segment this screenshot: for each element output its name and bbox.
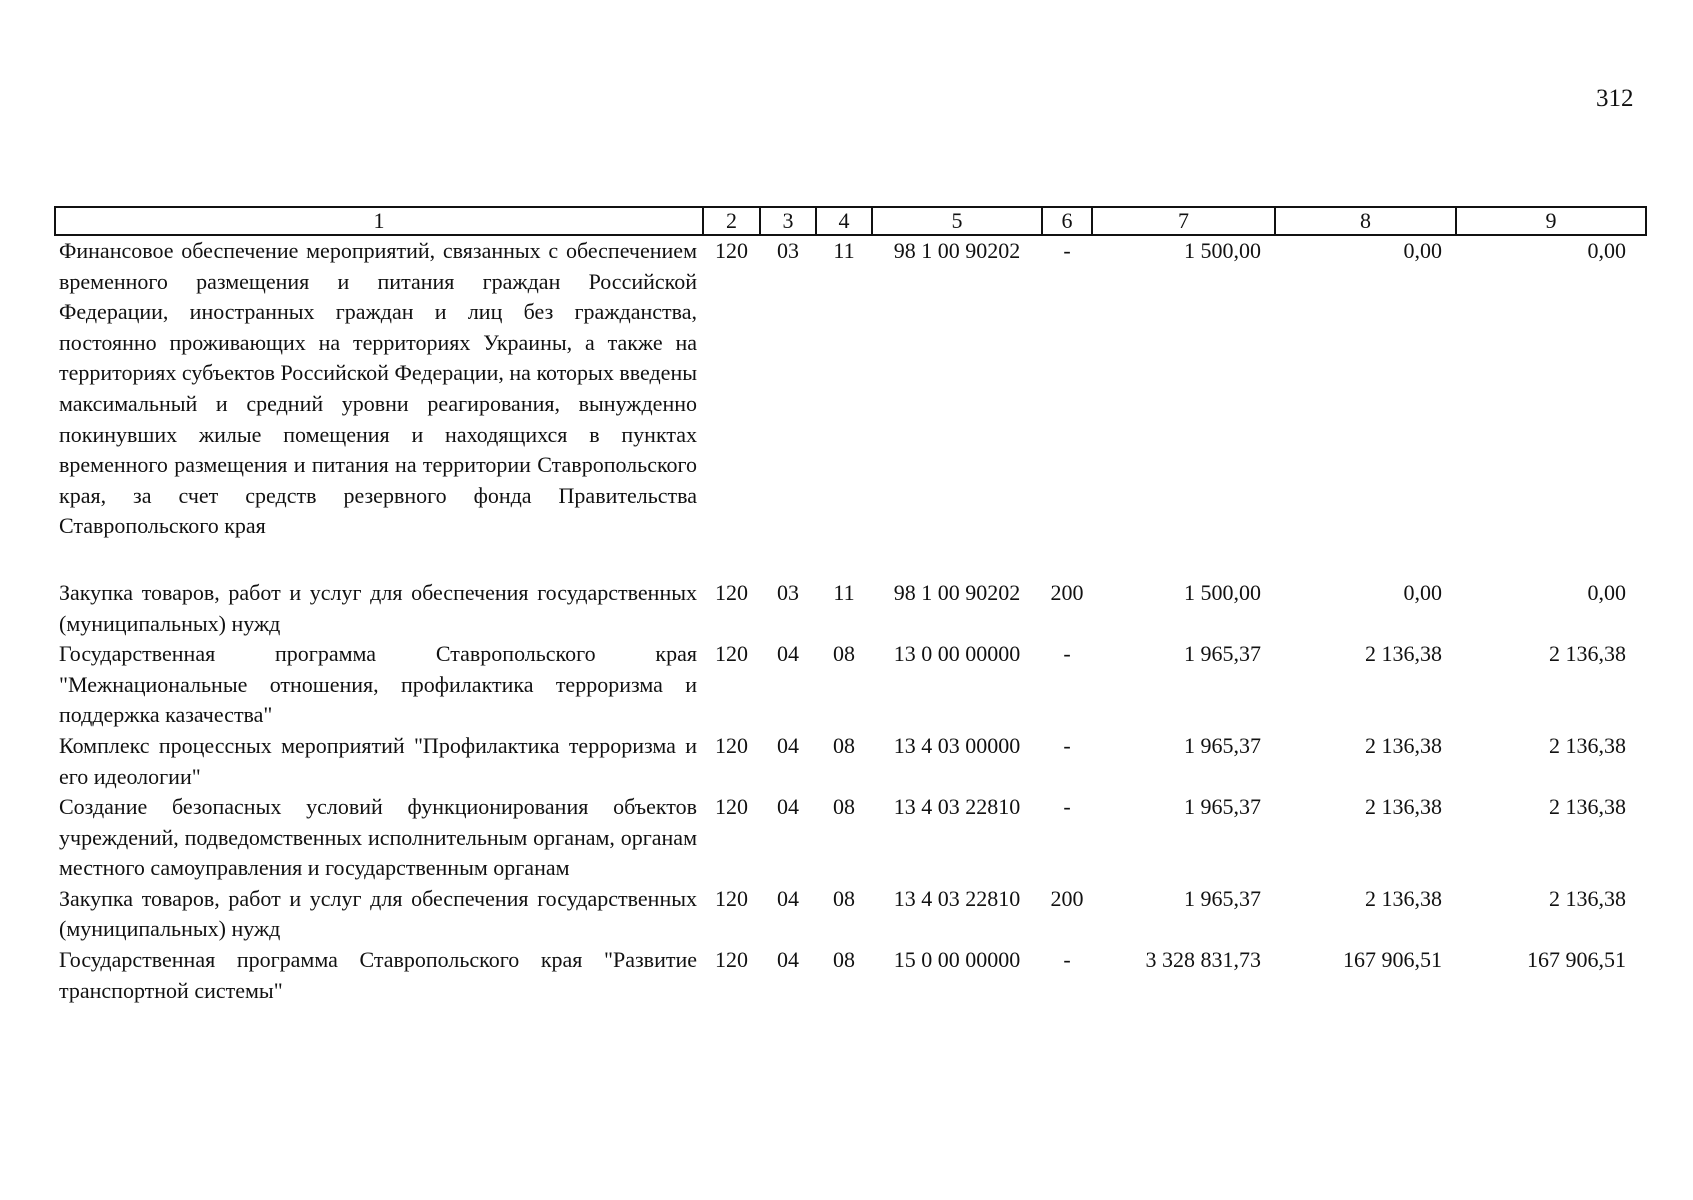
row-target-article: 13 0 00 00000 <box>893 641 1021 667</box>
row-amount-col7: 1 965,37 <box>1184 885 1261 911</box>
row-expense-type: - <box>1063 732 1071 758</box>
table-row <box>55 578 1646 639</box>
row-amount-col7: 3 328 831,73 <box>1145 947 1261 973</box>
page-number: 312 <box>1596 85 1634 112</box>
row-ministry-code: 120 <box>715 238 748 263</box>
row-target-article: 13 4 03 00000 <box>893 732 1021 758</box>
row-target-article: 98 1 00 90202 <box>893 579 1021 605</box>
row-amount-col9: 2 136,38 <box>1549 732 1626 758</box>
row-subsection-code: 08 <box>833 732 855 758</box>
row-amount-col9: 167 906,51 <box>1527 947 1626 973</box>
row-ministry-code: 120 <box>715 579 748 605</box>
row-ministry-code: 120 <box>715 885 748 911</box>
row-expense-type: - <box>1063 641 1071 667</box>
row-amount-col9: 2 136,38 <box>1549 885 1626 911</box>
row-amount-col9: 0,00 <box>1587 238 1626 263</box>
row-expense-type: - <box>1063 238 1071 263</box>
table-row <box>55 731 1646 792</box>
row-amount-col9: 2 136,38 <box>1549 641 1626 667</box>
column-header: 2 <box>703 207 760 235</box>
row-ministry-code: 120 <box>715 732 748 758</box>
row-description: Финансовое обеспечение мероприятий, связанных с обеспечением временного размещения и питания граждан Российской Федерации, иностранных граждан и лиц без гражданства, постоянно проживающих на территориях Украины, а также на территориях субъектов Российской Федерации, на которых введены максимальный и средний уровни реагирования, вынужденно покинувших жилые помещения и находящихся в пунктах временного размещения и питания на территории Ставропольского края, за счет средств резервного фонда Правительства Ставропольского края <box>59 238 697 539</box>
table-row <box>55 884 1646 945</box>
row-expense-type: - <box>1063 947 1071 973</box>
row-description: Комплекс процессных мероприятий "Профилактика терроризма и его идеологии" <box>59 732 697 789</box>
row-amount-col8: 2 136,38 <box>1365 885 1442 911</box>
row-description: Закупка товаров, работ и услуг для обеспечения государственных (муниципальных) нужд <box>59 885 697 942</box>
table-row <box>55 235 1646 578</box>
row-amount-col8: 2 136,38 <box>1365 732 1442 758</box>
row-section-code: 04 <box>777 947 799 973</box>
row-ministry-code: 120 <box>715 641 748 667</box>
row-section-code: 04 <box>777 732 799 758</box>
table-row <box>55 639 1646 731</box>
column-header: 1 <box>55 207 703 235</box>
row-section-code: 04 <box>777 885 799 911</box>
row-subsection-code: 11 <box>833 238 855 263</box>
row-ministry-code: 120 <box>715 794 748 820</box>
row-description: Закупка товаров, работ и услуг для обеспечения государственных (муниципальных) нужд <box>59 579 697 636</box>
row-expense-type: 200 <box>1050 885 1084 911</box>
row-description: Создание безопасных условий функционирования объектов учреждений, подведомственных исполнительным органам, органам местного самоуправления и государственным органам <box>59 794 697 881</box>
row-amount-col8: 0,00 <box>1403 238 1442 263</box>
row-amount-col7: 1 500,00 <box>1184 238 1261 263</box>
row-description: Государственная программа Ставропольского края "Межнациональные отношения, профилактика терроризма и поддержка казачества" <box>59 641 697 728</box>
row-target-article: 15 0 00 00000 <box>893 947 1021 973</box>
row-description: Государственная программа Ставропольского края "Развитие транспортной системы" <box>59 947 697 1003</box>
row-amount-col7: 1 965,37 <box>1184 732 1261 758</box>
column-header: 8 <box>1275 207 1456 235</box>
row-subsection-code: 08 <box>833 641 855 667</box>
row-subsection-code: 11 <box>833 579 855 605</box>
column-header: 6 <box>1042 207 1092 235</box>
row-amount-col7: 1 965,37 <box>1184 641 1261 667</box>
column-header: 5 <box>872 207 1042 235</box>
row-amount-col7: 1 500,00 <box>1184 579 1261 605</box>
budget-table <box>54 206 1647 1006</box>
row-target-article: 13 4 03 22810 <box>893 794 1021 820</box>
row-section-code: 03 <box>777 579 799 605</box>
row-amount-col8: 2 136,38 <box>1365 794 1442 820</box>
row-ministry-code: 120 <box>715 947 748 973</box>
row-target-article: 98 1 00 90202 <box>893 238 1021 263</box>
row-amount-col9: 2 136,38 <box>1549 794 1626 820</box>
row-expense-type: 200 <box>1050 579 1084 605</box>
column-header: 3 <box>760 207 816 235</box>
column-header: 9 <box>1456 207 1646 235</box>
row-section-code: 03 <box>777 238 799 263</box>
row-subsection-code: 08 <box>833 947 855 973</box>
row-subsection-code: 08 <box>833 794 855 820</box>
row-expense-type: - <box>1063 794 1071 820</box>
row-target-article: 13 4 03 22810 <box>893 885 1021 911</box>
row-amount-col9: 0,00 <box>1587 579 1626 605</box>
header-row <box>55 207 1646 235</box>
row-amount-col8: 2 136,38 <box>1365 641 1442 667</box>
row-amount-col8: 167 906,51 <box>1343 947 1442 973</box>
column-header: 4 <box>816 207 872 235</box>
table-row <box>55 792 1646 884</box>
row-amount-col8: 0,00 <box>1403 579 1442 605</box>
table-row <box>55 945 1646 1006</box>
row-amount-col7: 1 965,37 <box>1184 794 1261 820</box>
row-section-code: 04 <box>777 794 799 820</box>
column-header: 7 <box>1092 207 1275 235</box>
row-subsection-code: 08 <box>833 885 855 911</box>
row-section-code: 04 <box>777 641 799 667</box>
